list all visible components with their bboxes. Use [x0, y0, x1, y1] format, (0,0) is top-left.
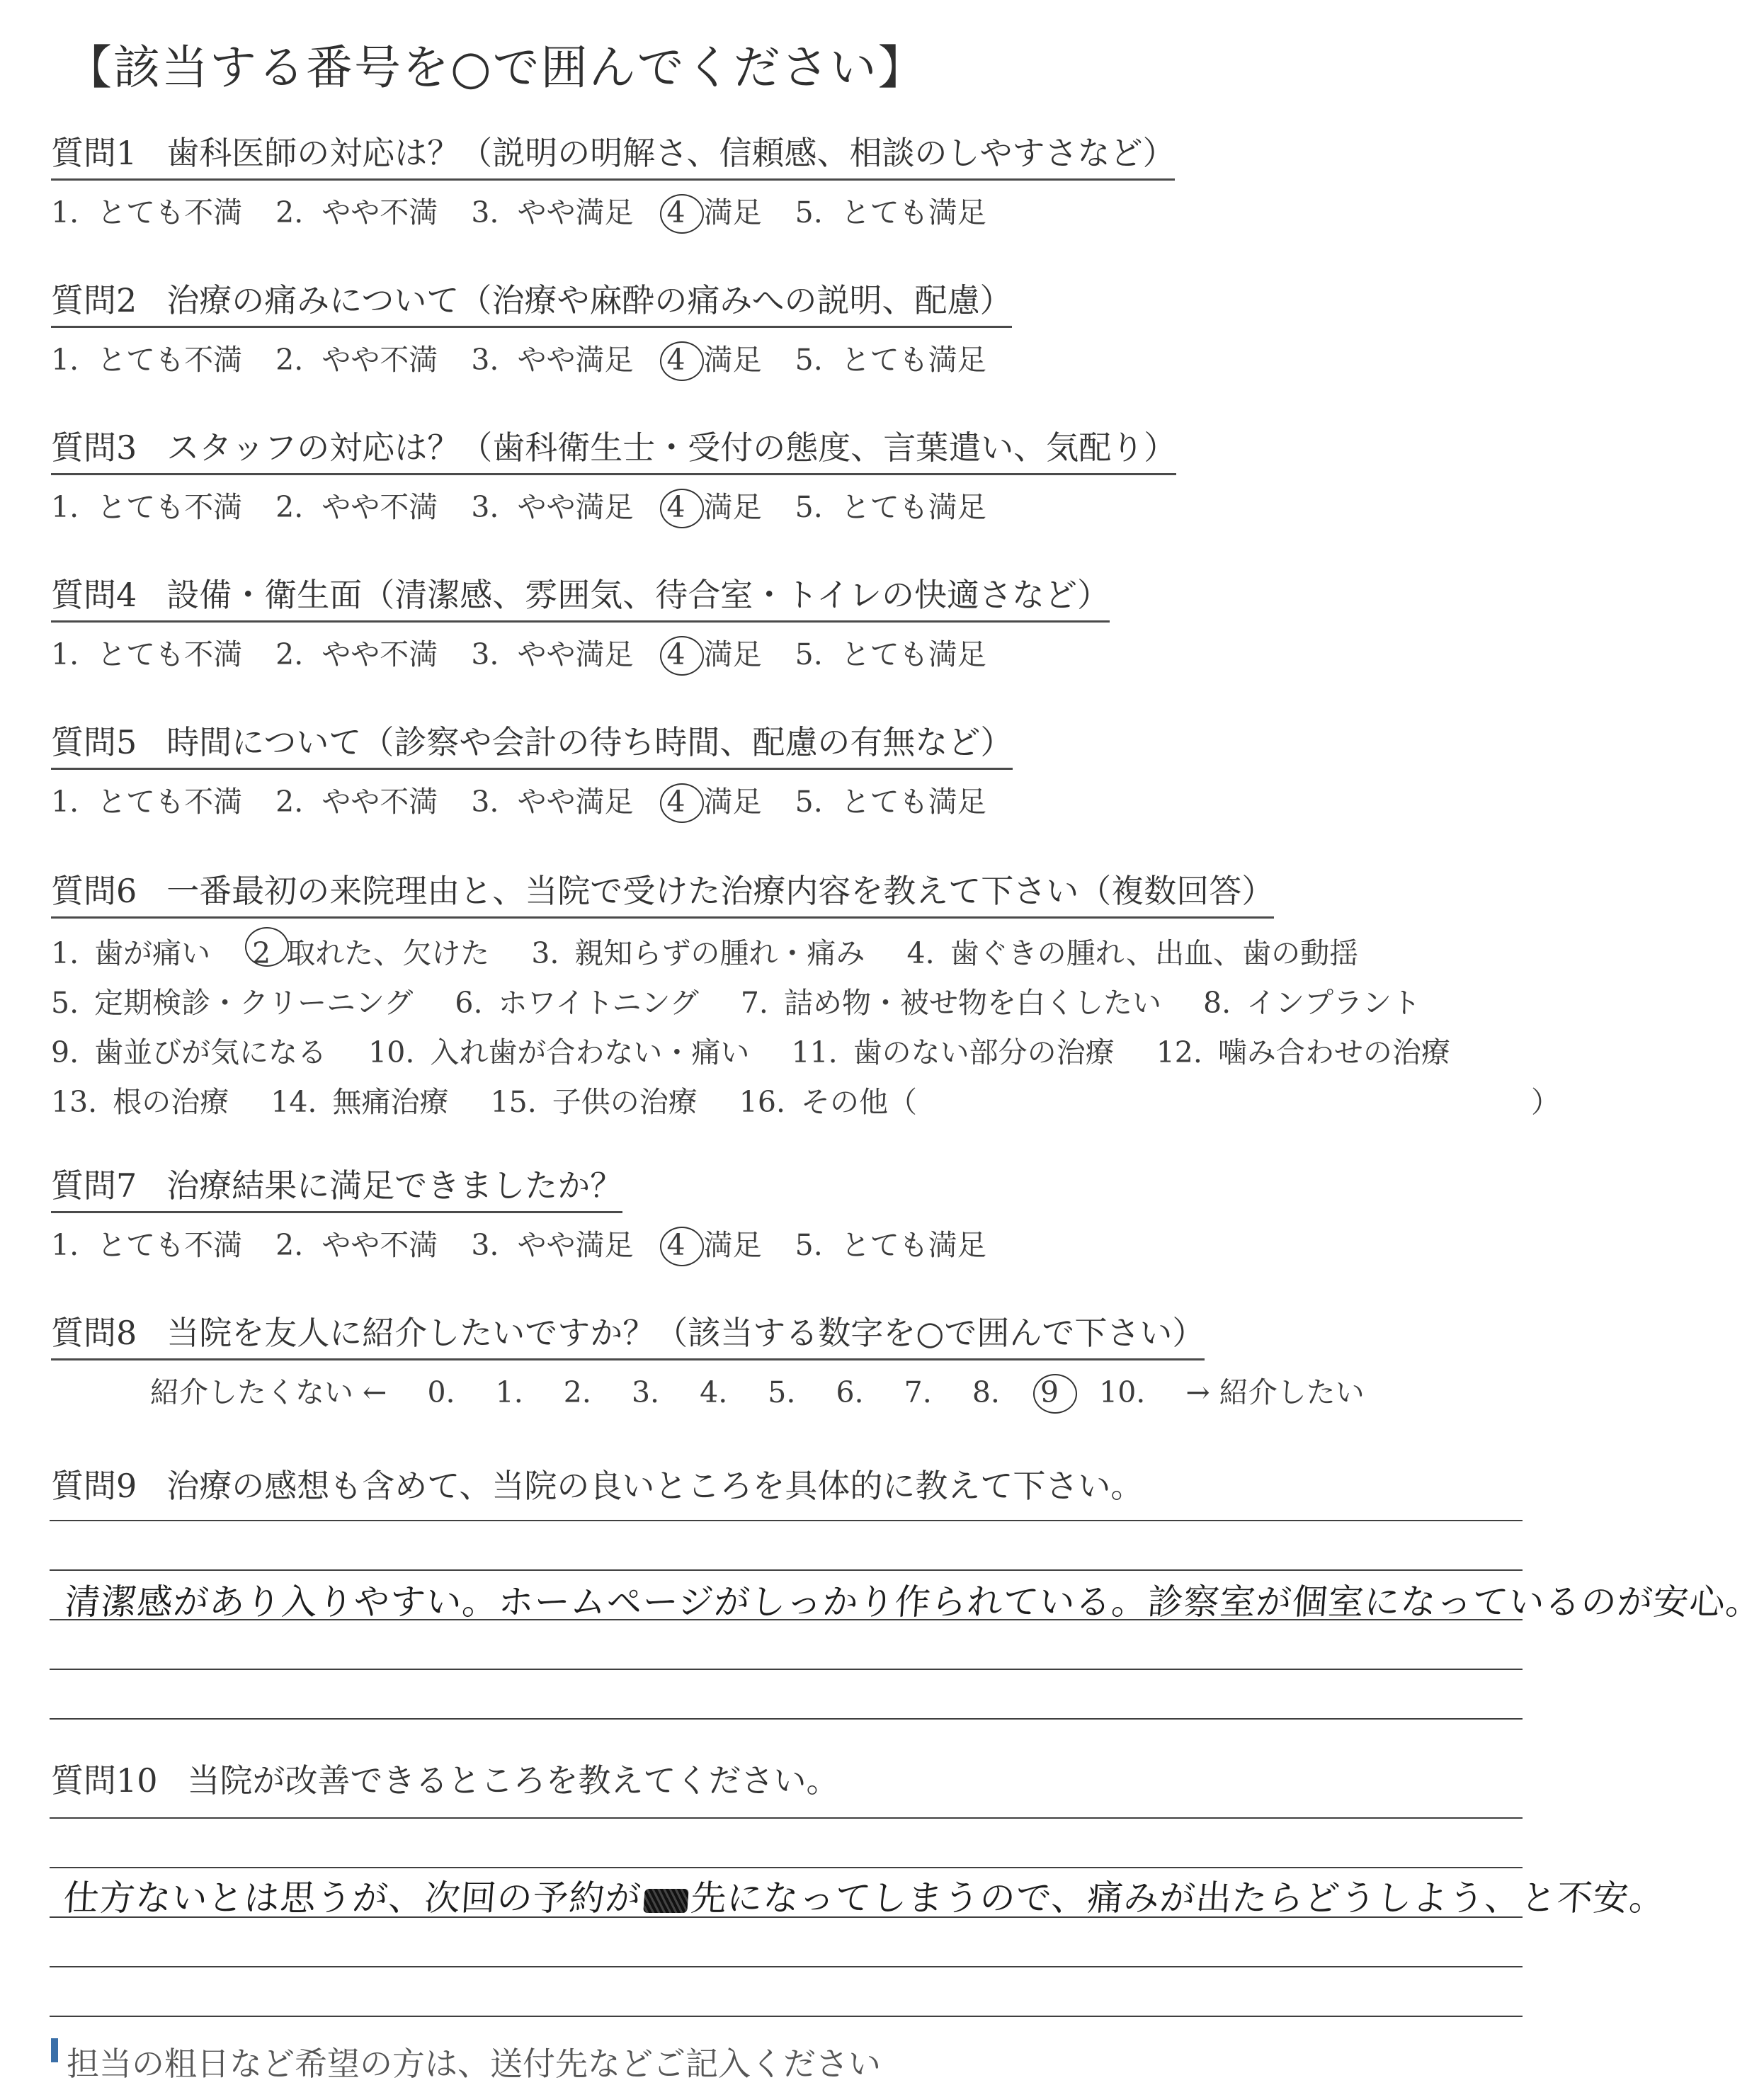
other-close-paren: ）: [1531, 1085, 1560, 1119]
question-number: 質問10: [51, 1761, 158, 1800]
question-text: 治療の感想も含めて、当院の良いところを具体的に教えて下さい。: [166, 1467, 1144, 1505]
option-number: 1.: [51, 637, 79, 671]
option-label: 根の治療: [113, 1085, 229, 1119]
option-label: 満足: [703, 343, 762, 377]
option-label: 歯が痛い: [94, 936, 211, 970]
scale-2[interactable]: 2.: [563, 1375, 591, 1409]
rating-option-1[interactable]: [51, 336, 242, 378]
rating-option-3[interactable]: [471, 484, 633, 525]
rating-option-1[interactable]: [51, 631, 242, 673]
reason-option-10[interactable]: [368, 1028, 749, 1077]
option-number: 16.: [739, 1085, 786, 1119]
question-5: [51, 717, 1013, 820]
reason-option-3[interactable]: [531, 928, 865, 978]
option-number: 1.: [51, 1228, 79, 1262]
option-number: 5.: [795, 343, 823, 377]
option-number: 2.: [275, 1228, 304, 1262]
answer-line: [50, 1669, 1523, 1670]
option-number: 3.: [471, 1228, 499, 1262]
option-label: やや満足: [517, 343, 634, 377]
option-number: 15.: [490, 1085, 537, 1119]
question-7: [51, 1160, 1011, 1263]
rating-option-5[interactable]: [795, 1222, 986, 1263]
circled-option-number: 4: [666, 195, 685, 229]
rating-options: [51, 189, 1175, 231]
option-label: 満足: [703, 785, 762, 819]
q10-handwritten-answer[interactable]: [62, 1870, 1667, 1921]
rating-option-1[interactable]: [51, 1222, 242, 1263]
scale-0[interactable]: 0.: [427, 1375, 455, 1409]
question-4-title: [51, 569, 1110, 623]
scale-4[interactable]: 4.: [700, 1375, 728, 1409]
footer-note-cutoff: [51, 2038, 881, 2083]
option-label: 詰め物・被せ物を白くしたい: [783, 986, 1161, 1020]
scale-right-label: → 紹介したい: [1185, 1375, 1365, 1409]
option-number: 8.: [1203, 986, 1231, 1020]
option-number: 3.: [471, 785, 499, 819]
question-9: [51, 1460, 1143, 1511]
reason-option-15[interactable]: [491, 1077, 698, 1127]
scale-8[interactable]: 8.: [972, 1375, 1000, 1409]
option-number: 10.: [368, 1035, 415, 1069]
answer-line: [50, 1867, 1523, 1868]
question-number: 質問4: [51, 576, 137, 614]
option-number: 2.: [275, 490, 304, 524]
option-label: 子供の治療: [552, 1085, 698, 1119]
reason-option-14[interactable]: [271, 1077, 448, 1127]
question-4: [51, 569, 1110, 673]
scale-5[interactable]: 5.: [768, 1375, 796, 1409]
answer-line: [50, 1966, 1523, 1967]
question-6: [51, 865, 1560, 1127]
option-label: とても満足: [841, 785, 986, 819]
option-label: 歯並びが気になる: [94, 1035, 327, 1069]
option-label: 満足: [703, 490, 762, 524]
question-7-title: [51, 1160, 622, 1213]
reason-row-2: [51, 978, 1483, 1028]
answer-line: [50, 1817, 1523, 1819]
scribble-out-mark: [643, 1889, 688, 1913]
option-number: 5.: [51, 986, 79, 1020]
question-text: スタッフの対応は？（歯科衛生士・受付の態度、言葉遣い、気配り）: [166, 428, 1177, 467]
scale-left-label: 紹介したくない ←: [150, 1375, 387, 1409]
option-label: 噛み合わせの治療: [1217, 1035, 1450, 1069]
reason-option-11[interactable]: [791, 1028, 1114, 1077]
answer-line: [50, 1569, 1523, 1571]
reason-option-12[interactable]: [1156, 1028, 1450, 1077]
rating-option-5[interactable]: [795, 484, 986, 525]
option-label: 取れた、欠けた: [286, 936, 490, 970]
question-text: 一番最初の来院理由と、当院で受けた治療内容を教えて下さい（複数回答）: [166, 872, 1275, 910]
option-number: 1.: [51, 343, 79, 377]
reason-option-1[interactable]: [51, 928, 210, 978]
option-number: 2.: [275, 195, 304, 229]
question-9-title: [51, 1460, 1143, 1511]
reason-option-8[interactable]: [1203, 978, 1421, 1028]
question-text: 歯科医師の対応は？（説明の明解さ、信頼感、相談のしやすさなど）: [166, 134, 1176, 172]
question-10-title: [51, 1755, 839, 1806]
rating-option-1[interactable]: [51, 778, 242, 820]
option-number: 3.: [471, 637, 499, 671]
rating-option-2[interactable]: [275, 631, 438, 673]
rating-option-2[interactable]: [275, 1222, 438, 1263]
question-2-title: [51, 275, 1012, 328]
question-number: 質問3: [51, 428, 137, 467]
circled-option-number: 4: [666, 785, 685, 819]
option-label: とても満足: [841, 195, 986, 229]
reason-option-13[interactable]: [51, 1077, 229, 1127]
option-label: とても満足: [841, 343, 986, 377]
option-number: 14.: [271, 1085, 317, 1119]
option-number: 5.: [795, 195, 823, 229]
option-number: 2.: [275, 637, 304, 671]
rating-option-3[interactable]: [471, 336, 633, 378]
rating-option-2[interactable]: [275, 778, 438, 820]
question-number: 質問7: [51, 1166, 137, 1205]
option-label: 歯ぐきの腫れ、出血、歯の動揺: [950, 936, 1359, 970]
option-number: 3.: [471, 490, 499, 524]
option-label: やや満足: [517, 195, 634, 229]
option-label: やや不満: [321, 490, 438, 524]
option-number: 1.: [51, 785, 79, 819]
option-label: やや不満: [321, 785, 438, 819]
answer-line: [50, 1520, 1523, 1521]
reason-options: [51, 928, 1560, 1127]
option-number: 5.: [795, 785, 823, 819]
option-number: 5.: [795, 490, 823, 524]
answer-line: [50, 1718, 1523, 1720]
rating-options: [51, 1222, 1011, 1263]
question-number: 質問9: [51, 1467, 137, 1505]
rating-option-4-selected[interactable]: [667, 778, 762, 820]
rating-option-3[interactable]: [471, 778, 633, 820]
option-label: とても不満: [97, 343, 243, 377]
reason-option-9[interactable]: [51, 1028, 326, 1077]
rating-option-1[interactable]: [51, 189, 242, 231]
rating-option-5[interactable]: [795, 336, 986, 378]
option-number: 2.: [275, 343, 304, 377]
option-label: とても不満: [97, 785, 243, 819]
question-3-title: [51, 422, 1176, 475]
option-label: ホワイトニング: [498, 986, 699, 1020]
option-label: 無痛治療: [332, 1085, 449, 1119]
question-text: 当院を友人に紹介したいですか？（該当する数字を○で囲んで下さい）: [166, 1314, 1205, 1352]
question-10: [51, 1755, 839, 1806]
rating-option-5[interactable]: [795, 778, 986, 820]
answer-part-1: 仕方ないとは思うが、次回の予約が: [62, 1877, 643, 1919]
question-number: 質問2: [51, 281, 137, 319]
option-label: とても不満: [97, 490, 243, 524]
scale-10[interactable]: 10.: [1099, 1375, 1146, 1409]
option-label: やや不満: [321, 1228, 438, 1262]
reason-option-16[interactable]: [739, 1077, 917, 1127]
blue-mark-icon: [51, 2038, 58, 2062]
question-text: 治療結果に満足できましたか？: [166, 1166, 623, 1205]
scale-1[interactable]: 1.: [495, 1375, 523, 1409]
option-label: とても不満: [97, 637, 243, 671]
scale-3[interactable]: 3.: [631, 1375, 660, 1409]
rating-options: [51, 778, 1013, 820]
option-label: 親知らずの腫れ・痛み: [574, 936, 865, 970]
reason-option-4[interactable]: [906, 928, 1358, 978]
option-number: 2.: [275, 785, 304, 819]
scale-7[interactable]: 7.: [904, 1375, 932, 1409]
option-number: 6.: [455, 986, 483, 1020]
option-label: 歯のない部分の治療: [853, 1035, 1115, 1069]
reason-row-3: [51, 1028, 1483, 1077]
option-number: 3.: [471, 343, 499, 377]
rating-option-4-selected[interactable]: [667, 336, 762, 378]
circled-option-number: 4: [666, 637, 685, 671]
question-8: [51, 1307, 1396, 1411]
rating-option-5[interactable]: [795, 631, 986, 673]
option-label: やや不満: [321, 637, 438, 671]
rating-option-3[interactable]: [471, 631, 633, 673]
option-label: 入れ歯が合わない・痛い: [430, 1035, 750, 1069]
rating-option-4-selected[interactable]: [667, 484, 762, 525]
question-1: [51, 127, 1175, 231]
rating-option-4-selected[interactable]: [667, 189, 762, 231]
recommend-scale: [51, 1369, 1396, 1411]
option-number: 3.: [471, 195, 499, 229]
reason-option-7[interactable]: [741, 978, 1161, 1028]
option-label: やや不満: [321, 343, 438, 377]
option-number: 1.: [51, 936, 79, 970]
option-number: 11.: [791, 1035, 838, 1069]
option-label: やや満足: [517, 785, 634, 819]
option-number: 4.: [906, 936, 935, 970]
option-label: やや満足: [517, 637, 634, 671]
question-number: 質問6: [51, 872, 137, 910]
rating-option-2[interactable]: [275, 336, 438, 378]
circled-option-number: 4: [666, 343, 685, 377]
option-number: 13.: [51, 1085, 98, 1119]
option-label: インプラント: [1246, 986, 1421, 1020]
rating-option-4-selected[interactable]: [667, 631, 762, 673]
question-number: 質問8: [51, 1314, 137, 1352]
q9-handwritten-answer[interactable]: 清潔感があり入りやすい。ホームページがしっかり作られている。診察室が個室になっているのが安心。: [63, 1581, 1763, 1623]
rating-option-1[interactable]: [51, 484, 242, 525]
rating-options: [51, 336, 1012, 378]
rating-option-2[interactable]: [275, 484, 438, 525]
question-5-title: [51, 717, 1013, 770]
reason-option-2-selected[interactable]: [252, 928, 489, 978]
circled-option-number: 4: [666, 1228, 685, 1262]
option-number: 5.: [795, 1228, 823, 1262]
question-2: [51, 275, 1012, 378]
option-number: 5.: [795, 637, 823, 671]
question-text: 当院が改善できるところを教えてください。: [187, 1761, 839, 1800]
option-number: 12.: [1156, 1035, 1202, 1069]
rating-option-4-selected[interactable]: [667, 1222, 762, 1263]
option-number: 7.: [740, 986, 768, 1020]
reason-option-5[interactable]: [51, 978, 413, 1028]
scale-9-selected[interactable]: 9: [1040, 1375, 1059, 1409]
question-text: 時間について（診察や会計の待ち時間、配慮の有無など）: [166, 723, 1013, 761]
option-label: とても満足: [841, 637, 986, 671]
reason-row-1: [51, 928, 1483, 978]
option-number: 9.: [51, 1035, 79, 1069]
answer-line: [50, 2016, 1523, 2017]
option-number: 1.: [51, 195, 79, 229]
question-3: [51, 422, 1176, 525]
option-label: とても不満: [97, 195, 243, 229]
option-label: やや満足: [517, 490, 634, 524]
option-label: やや不満: [321, 195, 438, 229]
rating-option-5[interactable]: [795, 189, 986, 231]
option-label: とても満足: [841, 1228, 986, 1262]
option-label: 満足: [703, 637, 762, 671]
rating-option-3[interactable]: [471, 189, 633, 231]
question-number: 質問1: [51, 134, 137, 172]
option-number: 3.: [531, 936, 559, 970]
circled-option-number: 4: [666, 490, 685, 524]
question-6-title: [51, 865, 1274, 919]
option-label: 満足: [703, 195, 762, 229]
option-label: やや満足: [517, 1228, 634, 1262]
page-title: 【該当する番号を○で囲んでください】: [65, 40, 926, 95]
reason-row-4: [51, 1077, 1560, 1127]
scale-6[interactable]: 6.: [836, 1375, 864, 1409]
rating-options: [51, 484, 1176, 525]
question-text: 設備・衛生面（清潔感、雰囲気、待合室・トイレの快適さなど）: [166, 576, 1110, 614]
option-label: 満足: [703, 1228, 762, 1262]
answer-part-2: 先になってしまうので、痛みが出たらどうしよう、と不安。: [689, 1877, 1667, 1919]
option-label: とても満足: [841, 490, 986, 524]
circled-option-number: 2: [252, 928, 271, 978]
footer-text: 担当の粗日など希望の方は、送付先などご記入ください: [67, 2045, 881, 2083]
question-1-title: [51, 127, 1175, 181]
question-text: 治療の痛みについて（治療や麻酔の痛みへの説明、配慮）: [166, 281, 1013, 319]
question-number: 質問5: [51, 723, 137, 761]
rating-option-3[interactable]: [471, 1222, 633, 1263]
option-number: 1.: [51, 490, 79, 524]
question-8-title: [51, 1307, 1205, 1360]
option-label: とても不満: [97, 1228, 243, 1262]
rating-option-2[interactable]: [275, 189, 438, 231]
option-label: 定期検診・クリーニング: [94, 986, 414, 1020]
rating-options: [51, 631, 1110, 673]
option-label: その他（: [801, 1085, 918, 1119]
reason-option-6[interactable]: [455, 978, 698, 1028]
